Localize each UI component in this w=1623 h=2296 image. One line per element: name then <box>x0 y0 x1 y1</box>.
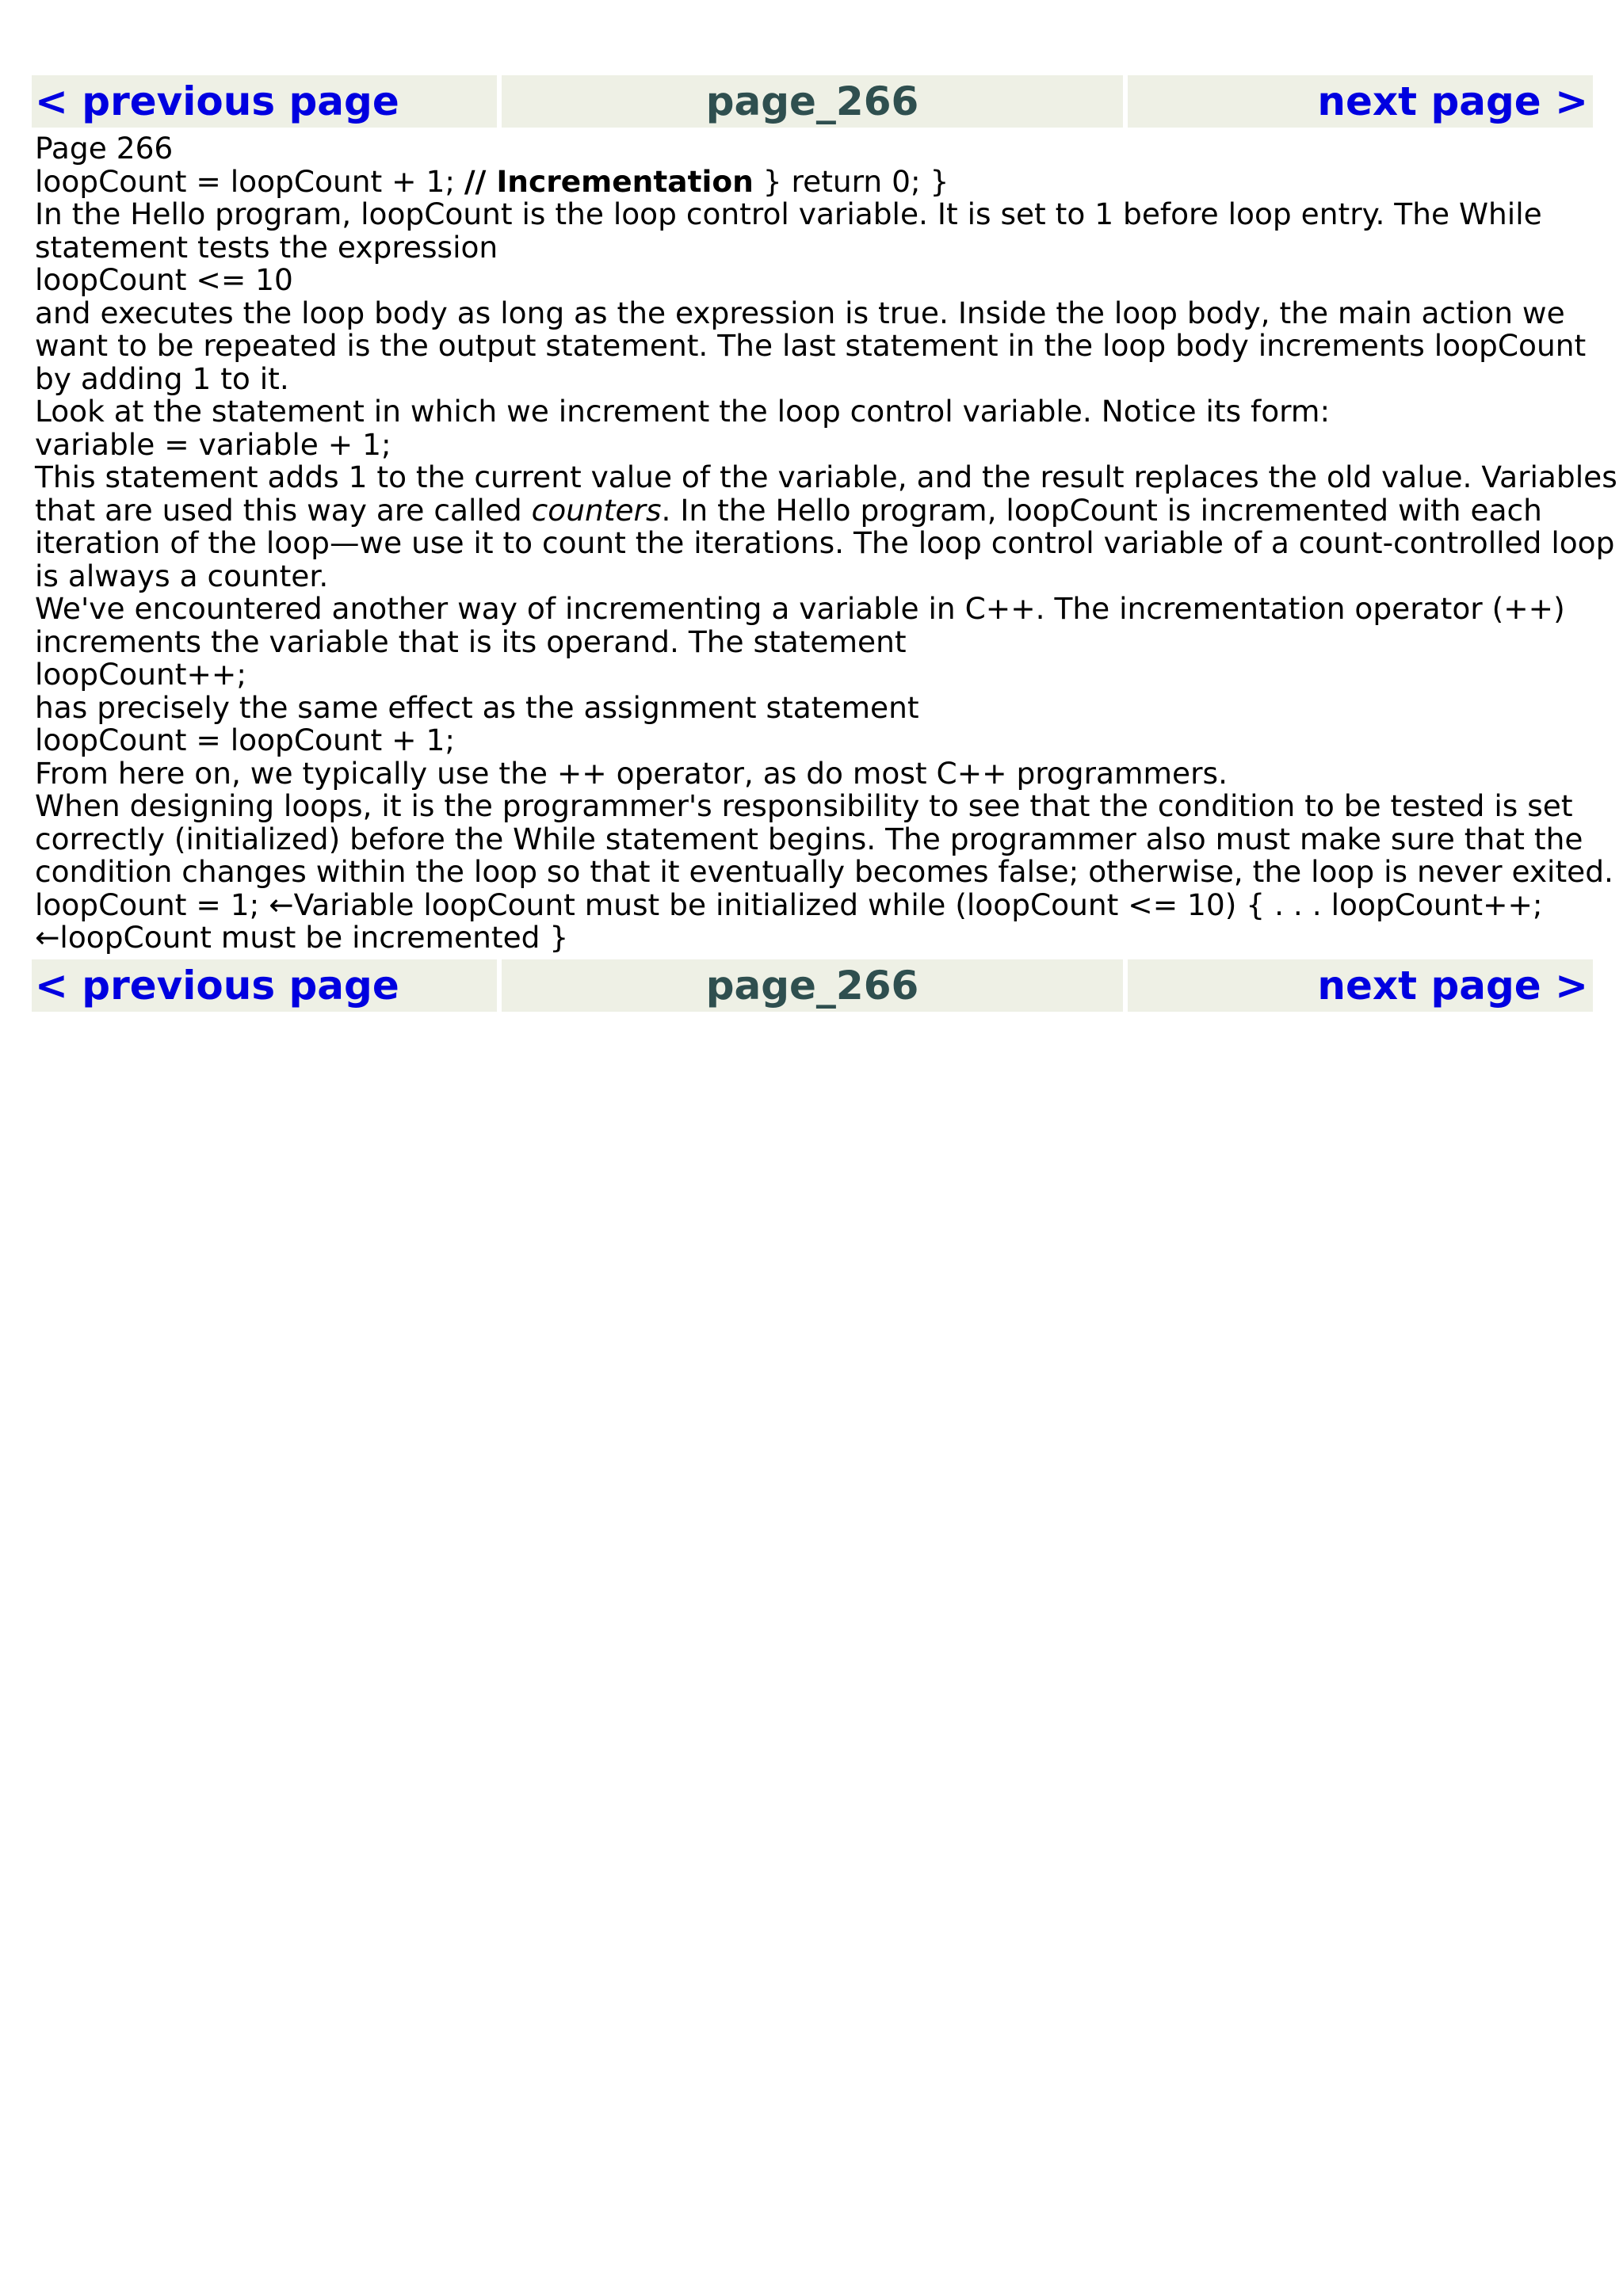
code-text: loopCount = loopCount + 1; <box>35 163 464 199</box>
code-line: loopCount = 1; ←Variable loopCount must be initialized while (loopCount <= 10) { . . . loopCount++; <box>35 887 1543 922</box>
paragraph-text: . In the Hello program, loopCount is incremented with each <box>661 492 1542 528</box>
bottom-navigation-bar <box>32 959 1593 1012</box>
paragraph-line: has precisely the same effect as the assignment statement <box>35 689 919 725</box>
paragraph-line: and executes the loop body as long as the expression is true. Inside the loop body, the main action we <box>35 295 1565 330</box>
code-line <box>35 163 1593 199</box>
paragraph-line: want to be repeated is the output statement. The last statement in the loop body increments loopCount <box>35 328 1587 363</box>
page-number-label: page_266 <box>502 75 1122 128</box>
top-navigation-bar <box>32 75 1593 128</box>
paragraph-line: Look at the statement in which we increment the loop control variable. Notice its form: <box>35 394 1331 429</box>
paragraph-line: statement tests the expression <box>35 229 498 265</box>
code-comment: // Incrementation <box>464 163 754 199</box>
page-number-label: page_266 <box>502 959 1122 1012</box>
next-page-link[interactable]: next page > <box>1128 75 1593 128</box>
paragraph-line: iteration of the loop—we use it to count the iterations. The loop control variable of a count-controlled loop <box>35 525 1615 560</box>
paragraph-line: condition changes within the loop so that it eventually becomes false; otherwise, the loop is never exited. <box>35 854 1613 889</box>
paragraph-line: by adding 1 to it. <box>35 360 289 396</box>
next-page-link[interactable]: next page > <box>1128 959 1593 1012</box>
paragraph-line: When designing loops, it is the programmer's responsibility to see that the condition to be tested is set <box>35 788 1573 823</box>
paragraph-line: correctly (initialized) before the While statement begins. The programmer also must make sure that the <box>35 821 1583 856</box>
emphasized-term: counters <box>531 492 662 528</box>
paragraph-line: increments the variable that is its operand. The statement <box>35 624 907 659</box>
code-line: variable = variable + 1; <box>35 426 391 462</box>
paragraph-line: We've encountered another way of incrementing a variable in C++. The incrementation operator (++) <box>35 591 1565 626</box>
code-line: loopCount = loopCount + 1; <box>35 723 455 757</box>
page-body <box>32 131 1617 955</box>
paragraph-line: In the Hello program, loopCount is the loop control variable. It is set to 1 before loop entry. The While <box>35 196 1542 231</box>
paragraph-text: that are used this way are called <box>35 492 532 528</box>
page-heading: Page 266 <box>35 131 174 166</box>
code-line: loopCount <= 10 <box>35 262 293 297</box>
paragraph-line: is always a counter. <box>35 558 329 593</box>
code-line: ←loopCount must be incremented } <box>35 920 569 955</box>
code-line: loopCount++; <box>35 657 246 692</box>
paragraph-line <box>35 494 1593 528</box>
previous-page-link[interactable]: < previous page <box>32 75 497 128</box>
paragraph-line: From here on, we typically use the ++ operator, as do most C++ programmers. <box>35 755 1228 791</box>
code-text: } return 0; } <box>753 163 949 199</box>
paragraph-line: This statement adds 1 to the current value of the variable, and the result replaces the old value. Variables <box>35 460 1617 494</box>
previous-page-link[interactable]: < previous page <box>32 959 497 1012</box>
document-page <box>32 75 1617 1012</box>
